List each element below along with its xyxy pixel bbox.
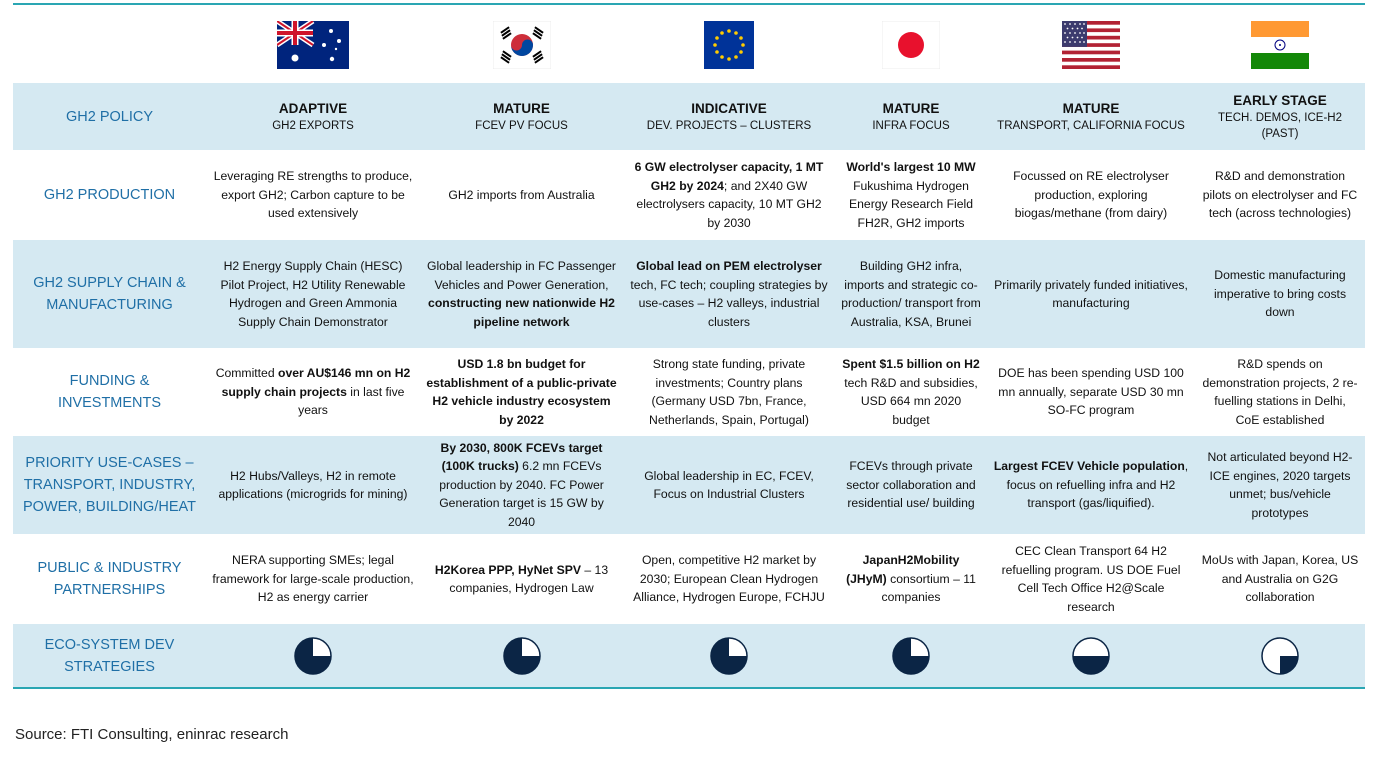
ecosystem-cell: [835, 624, 987, 687]
partnership-cell: H2Korea PPP, HyNet SPV – 13 companies, Hydrogen Law: [434, 562, 609, 595]
harvey-ball-half-icon: [1071, 636, 1111, 676]
policy-cell: EARLY STAGE TECH. DEMOS, ICE-H2 (PAST): [1218, 92, 1342, 140]
row-supply-chain: [13, 240, 1365, 348]
row-label-funding: FUNDING & INVESTMENTS: [57, 373, 162, 411]
production-cell: 6 GW electrolyser capacity, 1 MT GH2 by 2024; and 2X40 GW electrolysers capacity, 10 MT GH2 by 2030: [634, 160, 824, 230]
funding-cell: USD 1.8 bn budget for establishment of a public-private H2 vehicle industry ecosystem by 2022: [426, 357, 617, 427]
ecosystem-cell: [623, 624, 835, 687]
india-flag-cell: [1195, 8, 1365, 82]
eu-flag: [704, 21, 754, 69]
top-rule: [13, 3, 1365, 5]
funding-cell: Spent $1.5 billion on H2 tech R&D and subsidies, USD 664 mn 2020 budget: [842, 357, 980, 427]
row-label-supply-chain: GH2 SUPPLY CHAIN & MANUFACTURING: [33, 275, 186, 313]
funding-cell: Committed over AU$146 mn on H2 supply chain projects in last five years: [215, 366, 411, 418]
harvey-ball-three-quarter-icon: [709, 636, 749, 676]
funding-cell: Strong state funding, private investments; Country plans (Germany USD 7bn, France, Netherlands, Spain, Portugal): [649, 357, 809, 427]
harvey-ball-three-quarter-icon: [293, 636, 333, 676]
usa-flag: [1062, 21, 1120, 69]
usecase-cell: Largest FCEV Vehicle population, focus on refuelling infra and H2 transport (gas/liquified).: [993, 459, 1189, 511]
partnership-cell: NERA supporting SMEs; legal framework for large-scale production, H2 as energy carrier: [212, 553, 414, 605]
funding-cell: DOE has been spending USD 100 mn annually, separate USD 30 mn SO-FC program: [998, 366, 1184, 418]
ecosystem-cell: [1195, 624, 1365, 687]
policy-cell: MATURE INFRA FOCUS: [872, 100, 950, 132]
supply-cell: H2 Energy Supply Chain (HESC) Pilot Project, H2 Utility Renewable Hydrogen and Green Ammonia Supply Chain Demonstrator: [220, 259, 406, 329]
japan-flag: [882, 21, 940, 69]
funding-cell: R&D spends on demonstration projects, 2 re-fuelling stations in Delhi, CoE established: [1202, 357, 1358, 427]
usecase-cell: H2 Hubs/Valleys, H2 in remote applications (microgrids for mining): [218, 468, 408, 501]
row-label-policy: GH2 POLICY: [65, 108, 154, 125]
ecosystem-cell: [206, 624, 420, 687]
india-flag: [1251, 21, 1309, 69]
row-policy: [13, 83, 1365, 150]
australia-flag-cell: [206, 8, 420, 82]
bottom-rule: [13, 687, 1365, 689]
partnership-cell: CEC Clean Transport 64 H2 refuelling program. US DOE Fuel Cell Tech Office H2@Scale research: [1001, 544, 1181, 614]
harvey-ball-quarter-icon: [1260, 636, 1300, 676]
harvey-ball-three-quarter-icon: [502, 636, 542, 676]
row-label-partnerships: PUBLIC & INDUSTRY PARTNERSHIPS: [37, 560, 182, 598]
production-cell: World's largest 10 MW Fukushima Hydrogen Energy Research Field FH2R, GH2 imports: [846, 160, 976, 230]
partnership-cell: Open, competitive H2 market by 2030; European Clean Hydrogen Alliance, Hydrogen Europe, FCHJU: [633, 553, 825, 605]
flag-row: [13, 8, 1365, 82]
ecosystem-cell: [987, 624, 1195, 687]
supply-cell: Domestic manufacturing imperative to bring costs down: [1213, 268, 1347, 320]
row-partnerships: [13, 534, 1365, 624]
usecase-cell: FCEVs through private sector collaboration and residential use/ building: [846, 459, 976, 511]
south-korea-flag-cell: [420, 8, 623, 82]
australia-flag: [277, 21, 349, 69]
south-korea-flag: [493, 21, 551, 69]
production-cell: R&D and demonstration pilots on electrolyser and FC tech (across technologies): [1202, 169, 1358, 221]
source-note: Source: FTI Consulting, eninrac research: [15, 726, 289, 743]
row-label-production: GH2 PRODUCTION: [43, 187, 176, 203]
japan-flag-cell: [835, 8, 987, 82]
policy-cell: INDICATIVE DEV. PROJECTS – CLUSTERS: [646, 100, 812, 132]
row-production: [13, 150, 1365, 240]
partnership-cell: MoUs with Japan, Korea, US and Australia on G2G collaboration: [1201, 553, 1359, 605]
row-use-cases: [13, 436, 1365, 534]
row-funding: [13, 348, 1365, 436]
usecase-cell: By 2030, 800K FCEVs target (100K trucks) 6.2 mn FCEVs production by 2040. FC Power Generation target is 15 GW by 2040: [439, 440, 604, 529]
production-cell: Leveraging RE strengths to produce, export GH2; Carbon capture to be used extensively: [213, 169, 413, 221]
policy-cell: ADAPTIVE GH2 EXPORTS: [272, 100, 354, 132]
partnership-cell: JapanH2Mobility (JHyM) consortium – 11 companies: [846, 553, 976, 605]
policy-cell: MATURE FCEV PV FOCUS: [475, 100, 568, 132]
row-ecosystem: [13, 624, 1365, 687]
eu-flag-cell: [623, 8, 835, 82]
policy-cell: MATURE TRANSPORT, CALIFORNIA FOCUS: [997, 100, 1185, 132]
row-label-ecosystem: ECO-SYSTEM DEV STRATEGIES: [44, 636, 175, 675]
harvey-ball-three-quarter-icon: [891, 636, 931, 676]
supply-cell: Building GH2 infra, imports and strategic co-production/ transport from Australia, KSA, Brunei: [841, 259, 981, 329]
supply-cell: Global lead on PEM electrolyser tech, FC tech; coupling strategies by use-cases – H2 valleys, industrial clusters: [630, 259, 828, 329]
ecosystem-cell: [420, 624, 623, 687]
supply-cell: Primarily privately funded initiatives, manufacturing: [994, 277, 1188, 310]
production-cell: Focussed on RE electrolyser production, exploring biogas/methane (from dairy): [1013, 169, 1169, 221]
usa-flag-cell: [987, 8, 1195, 82]
usecase-cell: Not articulated beyond H2-ICE engines, 2020 targets unmet; bus/vehicle prototypes: [1207, 450, 1353, 520]
row-label-use-cases: PRIORITY USE-CASES – TRANSPORT, INDUSTRY, POWER, BUILDING/HEAT: [23, 455, 196, 515]
production-cell: GH2 imports from Australia: [448, 187, 595, 202]
usecase-cell: Global leadership in EC, FCEV, Focus on Industrial Clusters: [644, 468, 814, 501]
supply-cell: Global leadership in FC Passenger Vehicles and Power Generation, constructing new nationwide H2 pipeline network: [426, 259, 616, 329]
